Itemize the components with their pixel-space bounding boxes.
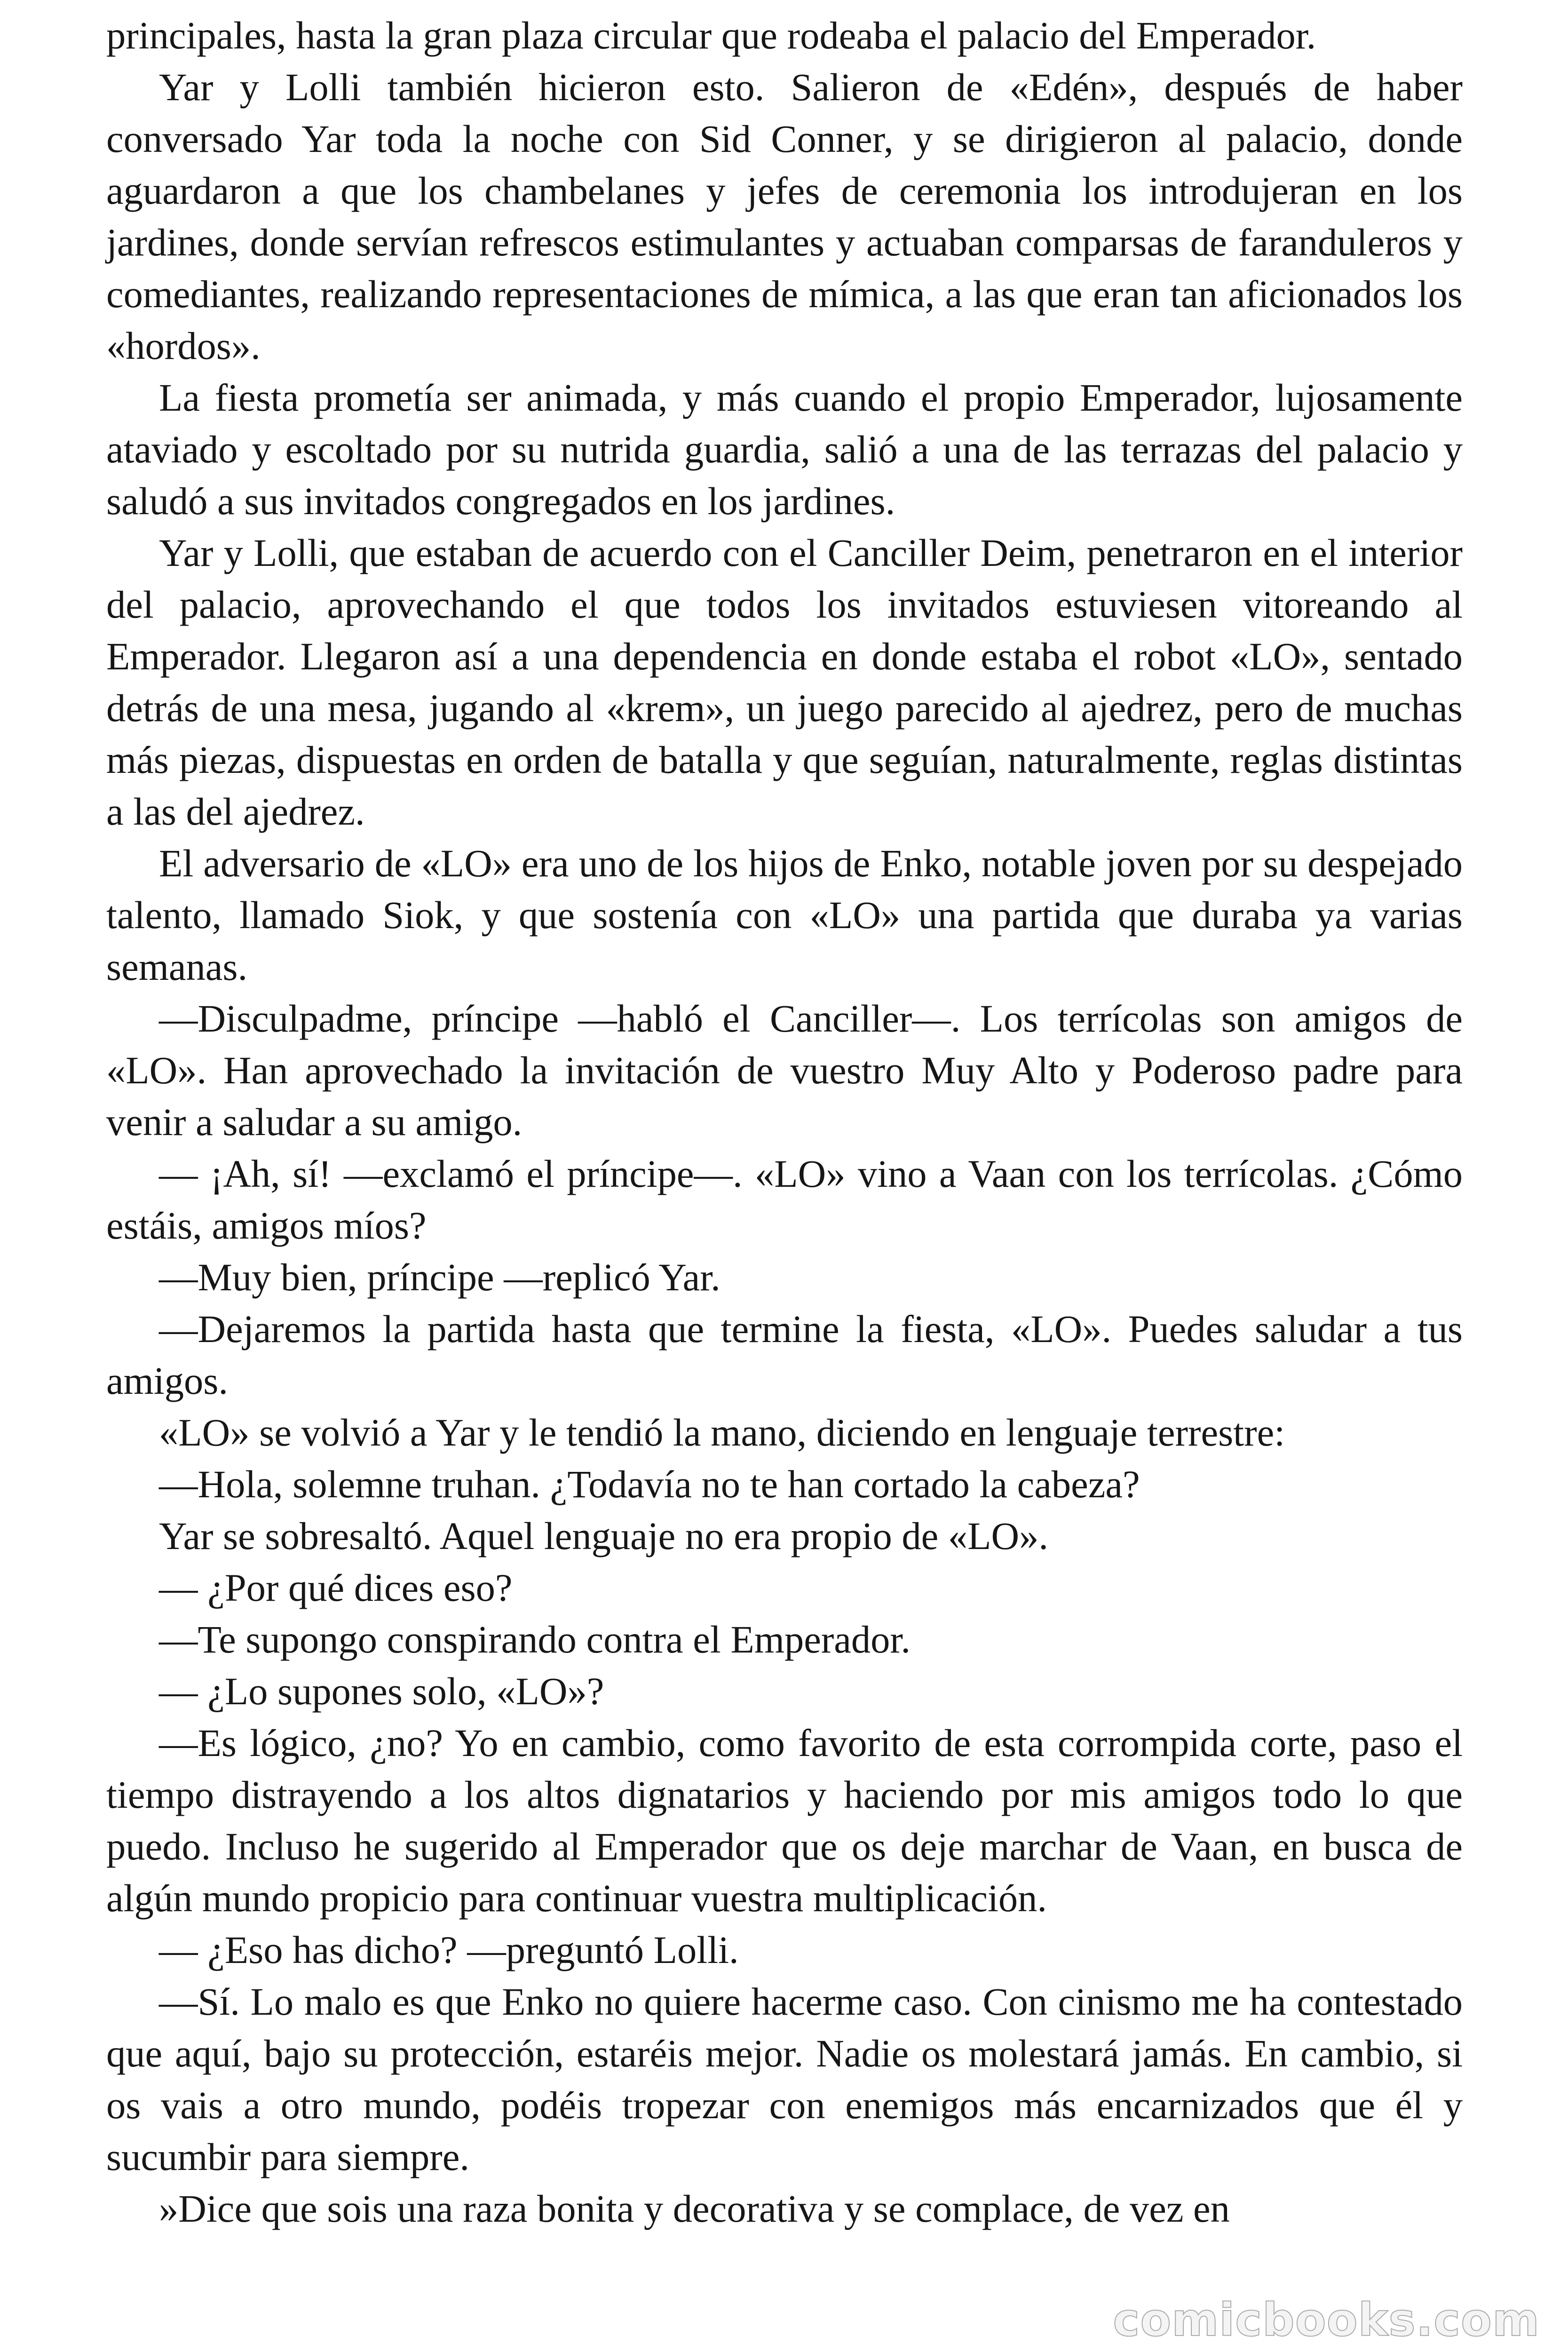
watermark-logo: comicbooks.com [1113, 2294, 1540, 2346]
paragraph: —Te supongo conspirando contra el Emperador. [159, 1618, 911, 1661]
paragraph: principales, hasta la gran plaza circular que rodeaba el palacio del Emperador. [106, 14, 1316, 57]
paragraph: — ¡Ah, sí! —exclamó el príncipe—. «LO» vino a Vaan con los terrícolas. ¿Cómo estáis, amigos míos? [106, 1152, 1463, 1247]
paragraph: —Disculpadme, príncipe —habló el Canciller—. Los terrícolas son amigos de «LO». Han aprovechado la invitación de vuestro Muy Alto y Poderoso padre para venir a saludar a su amigo. [106, 997, 1463, 1144]
paragraph: — ¿Eso has dicho? —preguntó Lolli. [159, 1928, 739, 1971]
paragraph: —Es lógico, ¿no? Yo en cambio, como favorito de esta corrompida corte, paso el tiempo distrayendo a los altos dignatarios y haciendo por mis amigos todo lo que puedo. Incluso he sugerido al Emperador que os deje marchar de Vaan, en busca de algún mundo propicio para continuar vuestra multiplicación. [106, 1721, 1463, 1920]
paragraph: —Muy bien, príncipe —replicó Yar. [159, 1255, 721, 1299]
paragraph: »Dice que sois una raza bonita y decorativa y se complace, de vez en [159, 2187, 1230, 2230]
paragraph: Yar y Lolli, que estaban de acuerdo con el Canciller Deim, penetraron en el interior del palacio, aprovechando el que todos los invitados estuviesen vitoreando al Emperador. Llegaron así a una dependencia en donde estaba el robot «LO», sentado detrás de una mesa, jugando al «krem», un juego parecido al ajedrez, pero de muchas más piezas, dispuestas en orden de batalla y que seguían, naturalmente, reglas distintas a las del ajedrez. [106, 531, 1463, 833]
paragraph: El adversario de «LO» era uno de los hijos de Enko, notable joven por su despejado talento, llamado Siok, y que sostenía con «LO» una partida que duraba ya varias semanas. [106, 842, 1463, 988]
paragraph: —Dejaremos la partida hasta que termine la fiesta, «LO». Puedes saludar a tus amigos. [106, 1307, 1463, 1402]
paragraph: —Hola, solemne truhan. ¿Todavía no te han cortado la cabeza? [159, 1462, 1140, 1506]
paragraph: — ¿Lo supones solo, «LO»? [159, 1669, 604, 1713]
paragraph: — ¿Por qué dices eso? [159, 1566, 513, 1609]
paragraph: —Sí. Lo malo es que Enko no quiere hacerme caso. Con cinismo me ha contestado que aquí, bajo su protección, estaréis mejor. Nadie os molestará jamás. En cambio, si os vais a otro mundo, podéis tropezar con enemigos más encarnizados que él y sucumbir para siempre. [106, 1980, 1463, 2178]
book-page-text [106, 9, 1463, 2234]
paragraph: «LO» se volvió a Yar y le tendió la mano, diciendo en lenguaje terrestre: [159, 1411, 1285, 1454]
paragraph: Yar se sobresaltó. Aquel lenguaje no era propio de «LO». [159, 1514, 1048, 1557]
paragraph: La fiesta prometía ser animada, y más cuando el propio Emperador, lujosamente ataviado y escoltado por su nutrida guardia, salió a una de las terrazas del palacio y saludó a sus invitados congregados en los jardines. [106, 376, 1463, 523]
paragraph: Yar y Lolli también hicieron esto. Salieron de «Edén», después de haber conversado Yar toda la noche con Sid Conner, y se dirigieron al palacio, donde aguardaron a que los chambelanes y jefes de ceremonia los introdujeran en los jardines, donde servían refrescos estimulantes y actuaban comparsas de faranduleros y comediantes, realizando representaciones de mímica, a las que eran tan aficionados los «hordos». [106, 65, 1463, 367]
